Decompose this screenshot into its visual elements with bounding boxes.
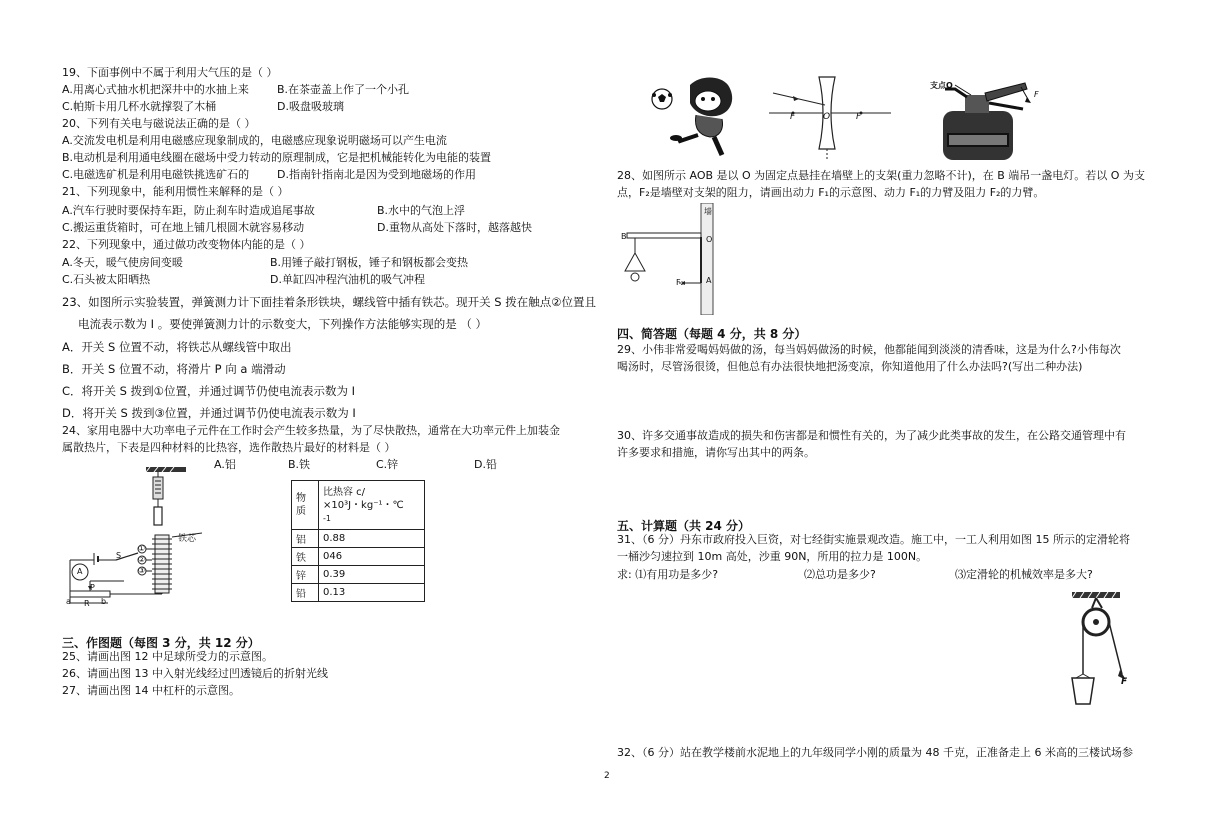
table-row: 铁 046 bbox=[292, 548, 425, 566]
q24-option-d: D.铅 bbox=[474, 458, 497, 471]
q30-line2: 许多要求和措施，请你写出其中的两条。 bbox=[617, 446, 815, 459]
q21-stem: 21、下列现象中，能利用惯性来解释的是（ ） bbox=[62, 185, 289, 198]
q20-stem: 20、下列有关电与磁说法正确的是（ ） bbox=[62, 117, 256, 130]
q25-text: 25、请画出图 12 中足球所受力的示意图。 bbox=[62, 650, 273, 663]
q27-text: 27、请画出图 14 中杠杆的示意图。 bbox=[62, 684, 240, 697]
q23-option-c: C．将开关 S 拨到①位置，并通过调节仍使电流表示数为 I bbox=[62, 384, 355, 398]
q26-text: 26、请画出图 13 中入射光线经过凹透镜后的折射光线 bbox=[62, 667, 328, 680]
section-5-title: 五、计算题（共 24 分） bbox=[617, 519, 751, 533]
q23-stem-line1: 23、如图所示实验装置，弹簧测力计下面挂着条形铁块，螺线管中插有铁芯。现开关 S 拨在触点②位置且 bbox=[62, 295, 597, 309]
fig23-label-a-end: a bbox=[66, 597, 71, 606]
q19-option-c: C.帕斯卡用几杯水就撑裂了木桶 bbox=[62, 100, 217, 113]
football-figure bbox=[640, 75, 740, 160]
q31-part-c: ⑶定滑轮的机械效率是多大? bbox=[955, 568, 1093, 581]
table-row: 铝 0.88 bbox=[292, 530, 425, 548]
q22-option-d: D.单缸四冲程汽油机的吸气冲程 bbox=[270, 273, 425, 286]
q20-option-c: C.电磁选矿机是利用电磁铁挑选矿石的 bbox=[62, 168, 250, 181]
q29-line2: 喝汤时，尽管汤很烫，但他总有办法很快地把汤变凉，你知道他用了什么办法吗?(写出二种办法) bbox=[617, 360, 1083, 373]
bracket-label-a: A bbox=[706, 276, 712, 285]
q24-stem-line1: 24、家用电器中大功率电子元件在工作时会产生较多热量，为了尽快散热，通常在大功率元件上加装金 bbox=[62, 424, 560, 437]
bracket-label-o: O bbox=[706, 235, 713, 244]
q19-option-d: D.吸盘吸玻璃 bbox=[277, 100, 344, 113]
specific-heat-table bbox=[291, 480, 425, 602]
q31-line2: 一桶沙匀速拉到 10m 高处，沙重 90N，所用的拉力是 100N。 bbox=[617, 550, 928, 563]
q19-stem: 19、下面事例中不属于利用大气压的是（ ） bbox=[62, 66, 278, 79]
table-row: 铅 0.13 bbox=[292, 584, 425, 602]
q29-line1: 29、小伟非常爱喝妈妈做的汤，每当妈妈做汤的时候，他都能闻到淡淡的清香味，这是为什么?小伟每次 bbox=[617, 343, 1121, 356]
extinguisher-label-fulcrum: 支点O bbox=[930, 81, 953, 90]
q22-option-b: B.用锤子敲打钢板，锤子和钢板都会变热 bbox=[270, 256, 469, 269]
table-header-row bbox=[292, 481, 425, 530]
q31-part-a: 求: ⑴有用功是多少? bbox=[617, 568, 719, 581]
table-header-material: 物 质 bbox=[292, 481, 319, 530]
q22-option-a: A.冬天，暖气使房间变暖 bbox=[62, 256, 183, 269]
lens-label-f-right: F bbox=[856, 112, 862, 122]
q24-option-a: A.铝 bbox=[214, 458, 236, 471]
q21-option-a: A.汽车行驶时要保持车距，防止刹车时造成追尾事故 bbox=[62, 204, 315, 217]
section-4-title: 四、简答题（每题 4 分，共 8 分） bbox=[617, 327, 807, 341]
q28-line2: 点，F₂是墙壁对支架的阻力，请画出动力 F₁的示意图、动力 F₁的力臂及阻力 F₂的力臂。 bbox=[617, 186, 1045, 199]
q24-option-b: B.铁 bbox=[288, 458, 311, 471]
fig23-label-tap3: ③ bbox=[138, 566, 146, 575]
fig23-label-p: P bbox=[90, 583, 95, 592]
table-row: 锌 0.39 bbox=[292, 566, 425, 584]
fig23-label-r: R bbox=[84, 599, 90, 608]
q22-stem: 22、下列现象中，通过做功改变物体内能的是（ ） bbox=[62, 238, 311, 251]
q23-option-b: B．开关 S 位置不动，将滑片 P 向 a 端滑动 bbox=[62, 362, 286, 376]
q31-line1: 31、（6 分）丹东市政府投入巨资，对七经街实施景观改造。施工中，一工人利用如图 15 所示的定滑轮将 bbox=[617, 533, 1130, 546]
q23-option-a: A．开关 S 位置不动，将铁芯从螺线管中取出 bbox=[62, 340, 292, 354]
lens-label-o: O bbox=[823, 112, 831, 122]
q24-option-c: C.锌 bbox=[376, 458, 399, 471]
pulley-label-f: F bbox=[1121, 677, 1128, 687]
section-3-title: 三、作图题（每图 3 分，共 12 分） bbox=[62, 636, 260, 650]
q21-option-c: C.搬运重货箱时，可在地上铺几根圆木就容易移动 bbox=[62, 221, 305, 234]
fig23-label-tap2: ② bbox=[138, 555, 146, 564]
fig23-label-core: 铁芯 bbox=[178, 534, 197, 544]
bracket-label-f2: F₂ bbox=[676, 278, 684, 287]
q30-line1: 30、许多交通事故造成的损失和伤害都是和惯性有关的，为了减少此类事故的发生，在公路交通管理中有 bbox=[617, 429, 1126, 442]
q23-option-d: D．将开关 S 拨到③位置，并通过调节仍使电流表示数为 I bbox=[62, 406, 356, 420]
table-header-capacity: 比热容 c/ ×10³J・kg⁻¹・℃ -1 bbox=[319, 481, 425, 530]
q20-option-d: D.指南针指南北是因为受到地磁场的作用 bbox=[277, 168, 476, 181]
q21-option-d: D.重物从高处下落时，越落越快 bbox=[377, 221, 532, 234]
q20-option-a: A.交流发电机是利用电磁感应现象制成的，电磁感应现象说明磁场可以产生电流 bbox=[62, 134, 447, 147]
q21-option-b: B.水中的气泡上浮 bbox=[377, 204, 466, 217]
page-number: 2 bbox=[604, 771, 610, 781]
fig23-label-s: S bbox=[116, 551, 122, 560]
q23-circuit-figure bbox=[62, 465, 222, 613]
q24-stem-line2: 属散热片，下表是四种材料的比热容，选作散热片最好的材料是（ ） bbox=[62, 441, 396, 454]
fig23-label-b-end: b bbox=[101, 597, 107, 606]
q28-line1: 28、如图所示 AOB 是以 O 为固定点悬挂在墙壁上的支架(重力忽略不计)，在 B 端吊一盏电灯。若以 O 为支 bbox=[617, 169, 1145, 182]
q31-part-b: ⑵总功是多少? bbox=[804, 568, 876, 581]
fig23-label-tap1: ① bbox=[138, 544, 146, 553]
q23-stem-line2: 电流表示数为 I 。要使弹簧测力计的示数变大，下列操作方法能够实现的是 （ ） bbox=[78, 317, 488, 331]
wall-bracket-figure bbox=[617, 203, 727, 315]
extinguisher-label-force: F bbox=[1034, 90, 1039, 99]
q19-option-a: A.用离心式抽水机把深井中的水抽上来 bbox=[62, 83, 249, 96]
q19-option-b: B.在茶壶盖上作了一个小孔 bbox=[277, 83, 410, 96]
lens-label-f-left: F bbox=[790, 112, 796, 122]
pulley-figure bbox=[1062, 592, 1142, 714]
fig23-label-ammeter: A bbox=[77, 567, 83, 576]
q20-option-b: B.电动机是利用通电线圈在磁场中受力转动的原理制成，它是把机械能转化为电能的装置 bbox=[62, 151, 492, 164]
bracket-label-wall: 墙 bbox=[704, 207, 712, 216]
q32-line1: 32、（6 分）站在教学楼前水泥地上的九年级同学小刚的质量为 48 千克，正准备走上 6 米高的三楼试场参 bbox=[617, 746, 1133, 759]
bracket-label-b: B bbox=[621, 232, 627, 241]
q22-option-c: C.石头被太阳晒热 bbox=[62, 273, 151, 286]
